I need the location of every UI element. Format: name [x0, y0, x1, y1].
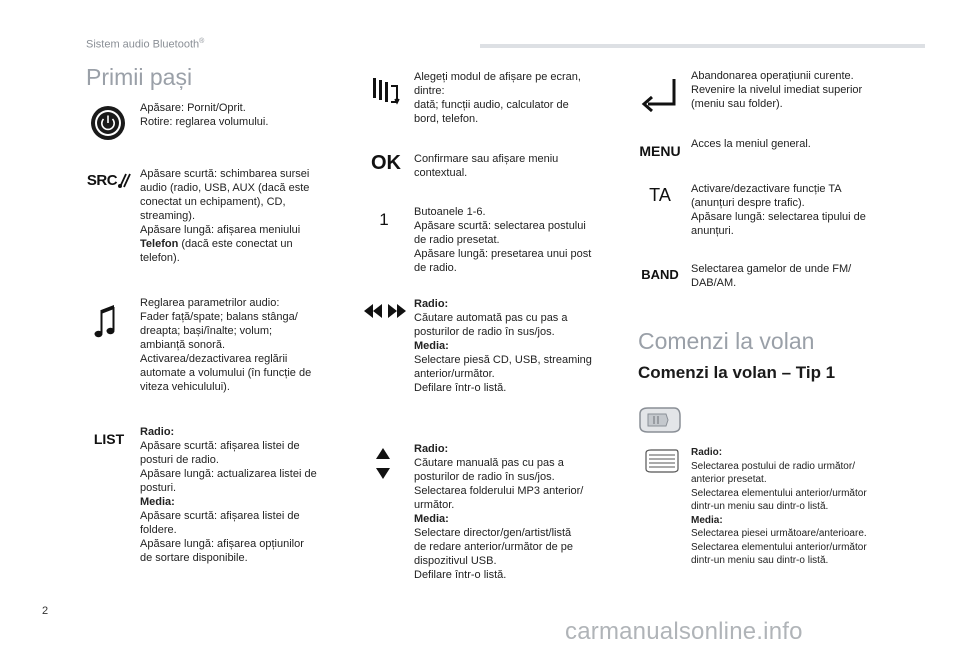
running-header: Sistem audio Bluetooth® — [86, 38, 205, 51]
item-preset-desc: Butoanele 1-6. Apăsare scurtă: selectarea postului de radio presetat. Apăsare lungă: presetarea unui post de radio. — [414, 206, 592, 274]
item-band-desc: Selectarea gamelor de unde FM/ DAB/AM. — [691, 263, 852, 289]
watermark: carmanualsonline.info — [565, 618, 803, 645]
header-rule — [480, 44, 925, 48]
item-power-desc: Apăsare: Pornit/Oprit. Rotire: reglarea volumului. — [140, 102, 269, 128]
item-menu-desc: Acces la meniul general. — [691, 138, 811, 150]
up-down-arrows-icon — [374, 446, 392, 482]
item-back-desc: Abandonarea operațiunii curente. Revenire la nivelul imediat superior (meniu sau folder). — [691, 70, 863, 110]
item-steering-desc: Radio: Selectarea postului de radio următor/ anterior presetat. Selectarea elementului anterior/următor dintr-un meniu sau dintr-o listă. Media: Selectarea piesei următoare/anterioare. Selectarea elementului anterior/următor dintr-un meniu sau dintr-o listă. — [691, 447, 867, 566]
item-list-desc: Radio: Apăsare scurtă: afișarea listei de posturi de radio. Apăsare lungă: actualizarea listei de posturi. Media: Apăsare scurtă: afișarea listei de foldere. Apăsare lungă: afișarea opțiunilor de sortare disponibile. — [140, 426, 317, 564]
back-arrow-icon — [640, 76, 678, 112]
steering-control-stalk-icon — [636, 404, 682, 436]
item-display-desc: Alegeți modul de afișare pe ecran, dintre: dată; funcții audio, calculator de bord, telefon. — [414, 71, 581, 125]
item-audio-settings-desc: Reglarea parametrilor audio: Fader față/spate; balans stânga/ dreapta; bași/înalte; volum; ambianță sonoră. Activarea/dezactivarea reglării automate a volumului (în funcție de viteza vehiculului). — [140, 297, 312, 393]
item-seek-desc: Radio: Căutare automată pas cu pas a posturilor de radio în sus/jos. Media: Selectare piesă CD, USB, streaming anterior/următor. Defilare într-o listă. — [414, 298, 592, 394]
seek-arrows-icon — [362, 302, 408, 320]
list-icon: LIST — [93, 431, 125, 447]
item-ta-desc: Activare/dezactivare funcție TA (anunțuri despre trafic). Apăsare lungă: selectarea tipului de anunțuri. — [691, 183, 866, 237]
item-updown-desc: Radio: Căutare manuală pas cu pas a posturilor de radio în sus/jos. Selectarea folderului MP3 anterior/ următor. Media: Selectare director/gen/artist/listă de redare anterior/următor de pe dispozitivul USB. Defilare într-o listă. — [414, 443, 584, 581]
subsection-title-type1: Comenzi la volan – Tip 1 — [638, 363, 836, 382]
ta-icon: TA — [649, 184, 671, 205]
power-button-icon — [90, 105, 126, 141]
page-number: 2 — [42, 605, 49, 617]
menu-icon: MENU — [639, 143, 681, 159]
source-icon: SRC — [86, 170, 132, 190]
steering-wheel-control-icon — [643, 449, 679, 473]
display-mode-icon — [370, 76, 400, 106]
music-note-icon — [94, 304, 116, 340]
ok-icon: OK — [371, 151, 401, 174]
item-src-desc: Apăsare scurtă: schimbarea sursei audio (radio, USB, AUX (dacă este conectat un echipament), CD, streaming). Apăsare lungă: afișarea meniului Telefon (dacă este conectat un telefon). — [140, 168, 310, 264]
section-title-steering-controls: Comenzi la volan — [638, 328, 815, 354]
section-title-first-steps: Primii pași — [86, 64, 193, 90]
preset-button-icon: 1 — [379, 210, 389, 229]
item-ok-desc: Confirmare sau afișare meniu contextual. — [414, 153, 559, 179]
band-icon: BAND — [641, 266, 679, 282]
